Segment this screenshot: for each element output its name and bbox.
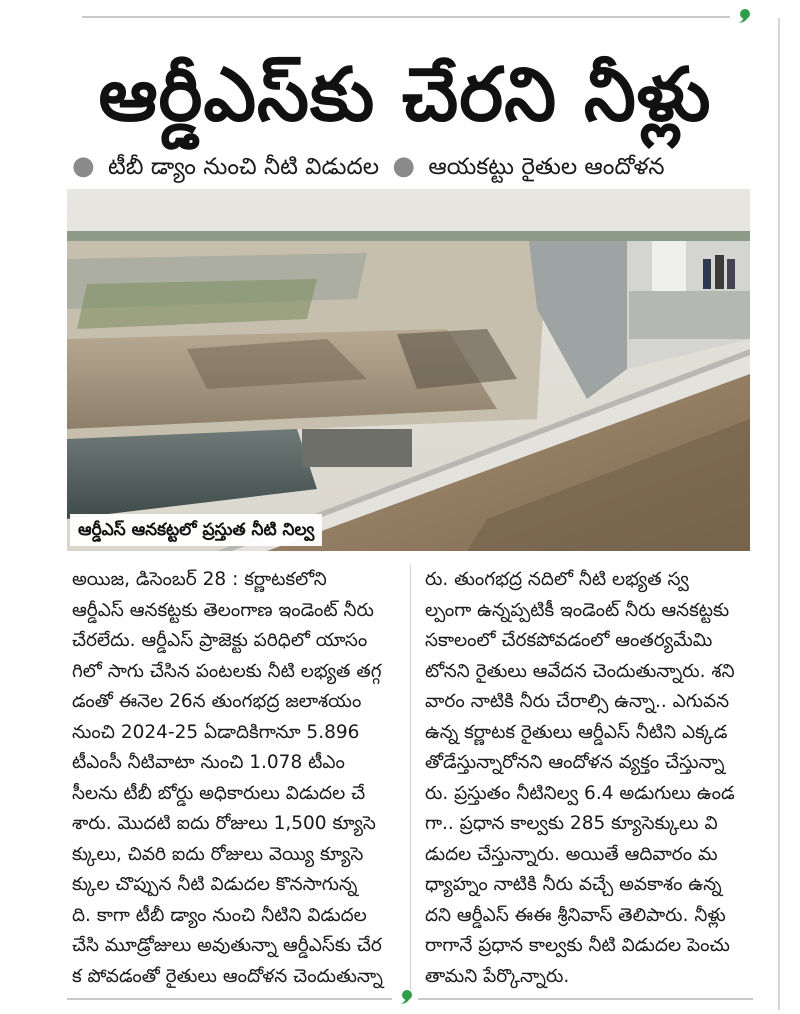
article-line: చేసి మూడ్రోజులు అవుతున్నా ఆర్డీఎస్‌కు చేర (72, 935, 382, 956)
article-line: శారు. మొదటి ఐదు రోజులు 1,500 క్యూసె (72, 813, 376, 834)
headline: ఆర్డీఎస్‌కు చేరని నీళ్లు (98, 52, 712, 138)
photo-caption: ఆర్డీఎస్ ఆనకట్టలో ప్రస్తుత నీటి నిల్వ (70, 514, 322, 546)
article-line: రాగానే ప్రధాన కాల్వకు నీటి విడుదల పెంచు (425, 935, 730, 956)
article-line: తామని పేర్కొన్నారు. (425, 965, 570, 987)
column-divider (410, 565, 411, 990)
news-photo (67, 189, 750, 551)
article-line: క పోవడంతో రైతులు ఆందోళన చెందుతున్నా (72, 965, 383, 987)
article-line: టోనని రైతులు ఆవేదన చెందుతున్నారు. శని (425, 660, 735, 682)
article-line: ది. కాగా టీబీ డ్యాం నుంచి నీటిని విడుదల (72, 904, 367, 926)
right-margin-bar (778, 18, 780, 1010)
bullet-icon: ● (392, 151, 416, 181)
top-rule (82, 16, 730, 18)
subheadline (66, 150, 766, 182)
article-column-2 (425, 565, 755, 992)
article-line: సకాలంలో చేరకపోవడంలో ఆంతర్యమేమి (425, 630, 713, 651)
article-line: సీలను టీబీ బోర్డు అధికారులు విడుదల చే (72, 782, 366, 804)
green-quote-mark-icon (735, 8, 751, 24)
subhead-1: టీబీ డ్యాం నుంచి నీటి విడుదల (108, 154, 380, 180)
article-line: డంతో ఈనెల 26న తుంగభద్ర జలాశయం (72, 691, 362, 712)
green-quote-mark-icon (397, 989, 413, 1005)
article-line: చేరలేదు. ఆర్డీఎస్ ప్రాజెక్టు పరిధిలో యాసం (72, 630, 368, 651)
article-line: దని ఆర్డీఎస్ ఈఈ శ్రీనివాస్ తెలిపారు. నీళ్లు (425, 904, 726, 926)
article-line: అయిజ, డిసెంబర్ 28 : కర్ణాటకలోని (72, 569, 327, 590)
subhead-2: ఆయకట్టు రైతుల ఆందోళన (428, 154, 665, 180)
bottom-rule (418, 998, 753, 1000)
article-line: రు. తుంగభద్ర నదిలో నీటి లభ్యత స్వ (425, 569, 689, 590)
article-line: డుదల చేస్తున్నారు. అయితే ఆదివారం మ (425, 843, 718, 865)
bottom-rule (67, 998, 392, 1000)
article-line: రు. ప్రస్తుతం నీటినిల్వ 6.4 అడుగులు ఉండ (425, 782, 735, 804)
article-line: క్కులు, చివరి ఐదు రోజులు వెయ్యి క్యూసె (72, 843, 364, 865)
dam-photo-illustration (67, 189, 750, 551)
bullet-icon: ● (72, 151, 95, 181)
article-line: తోడేస్తున్నారోనని ఆందోళన వ్యక్తం చేస్తున్నా (425, 752, 725, 773)
article-line: ధ్యాహ్నం నాటికి నీరు వచ్చే అవకాశం ఉన్న (425, 874, 722, 895)
article-line: టీఎంసీ నీటివాటా నుంచి 1.078 టీఎం (72, 752, 345, 773)
article-line: ఆర్డీఎస్ ఆనకట్టకు తెలంగాణ ఇండెంట్ నీరు (72, 599, 374, 621)
article-line: గిలో సాగు చేసిన పంటలకు నీటి లభ్యత తగ్గ (72, 660, 382, 682)
article-line: క్కుల చొప్పున నీటి విడుదల కొనసాగున్న (72, 874, 358, 895)
article-line: వారం నాటికి నీరు చేరాల్సి ఉన్నా.. ఎగువన (425, 691, 730, 712)
article-line: ఉన్న కర్ణాటక రైతులు ఆర్డీఎస్ నీటిని ఎక్కడ (425, 721, 728, 743)
article-line: ల్పంగా ఉన్నప్పటికీ ఇండెంట్ నీరు ఆనకట్టకు (425, 599, 730, 621)
article-column-1 (72, 565, 402, 992)
article-line: నుంచి 2024-25 ఏడాదికిగానూ 5.896 (72, 721, 360, 743)
article-line: గా.. ప్రధాన కాల్వకు 285 క్యూసెక్కులు వి (425, 813, 718, 834)
